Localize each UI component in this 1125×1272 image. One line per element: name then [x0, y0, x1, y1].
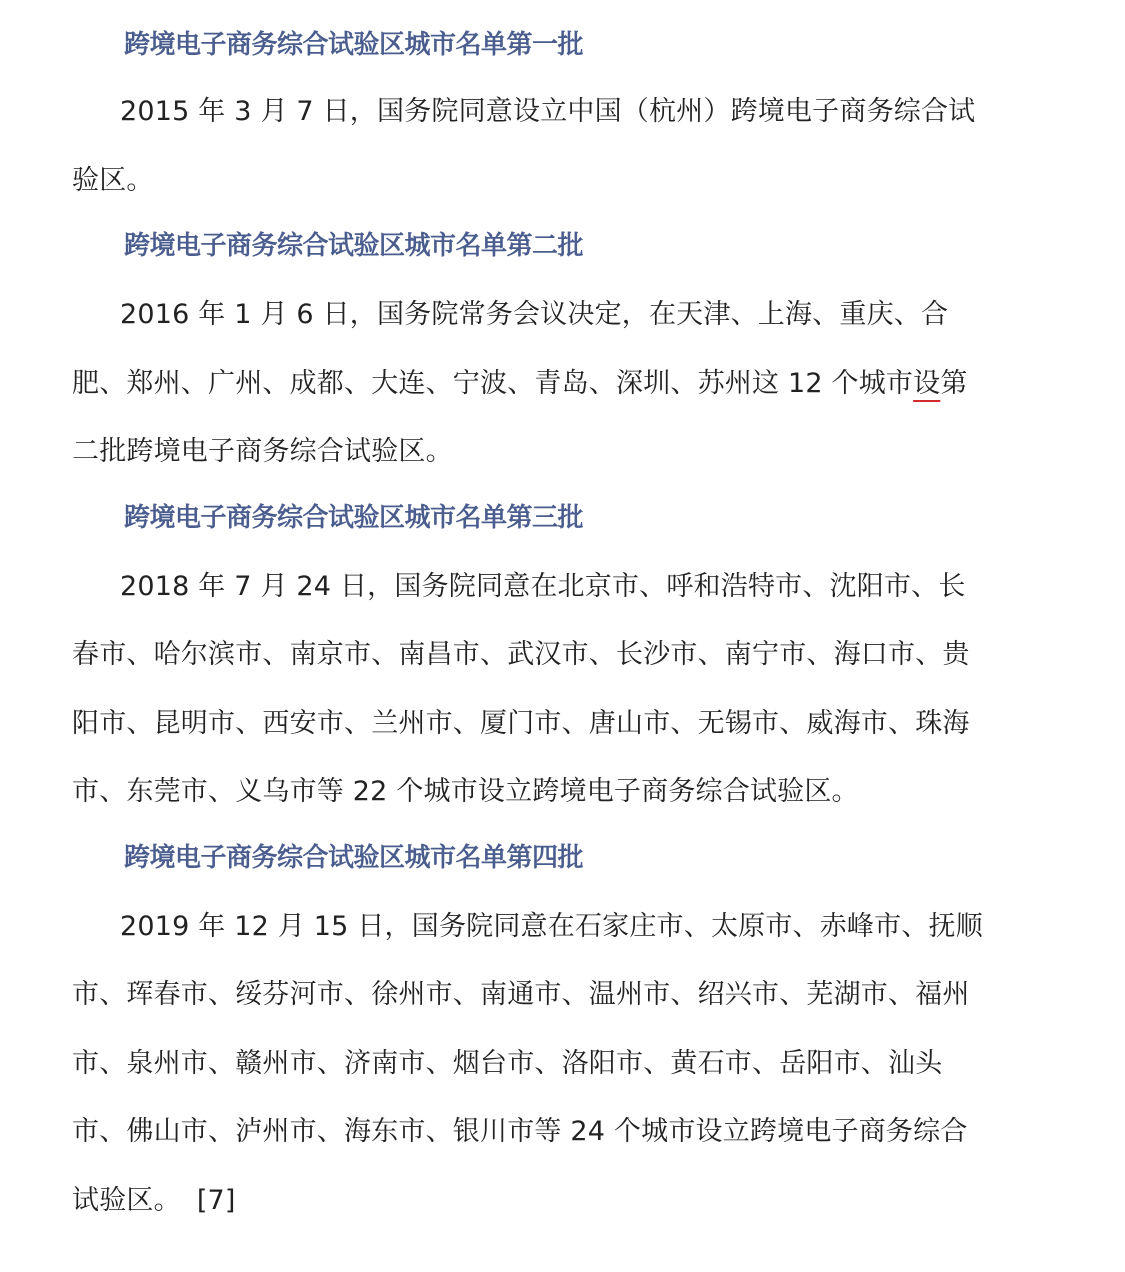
section-paragraph-batch-1: 2015 年 3 月 7 日，国务院同意设立中国（杭州）跨境电子商务综合试验区。: [72, 96, 976, 196]
section-paragraph-batch-2: [72, 281, 990, 487]
section-heading-batch-2: 跨境电子商务综合试验区城市名单第二批: [124, 231, 584, 261]
paragraph-text-segment: 2019 年 12 月 15 日，国务院同意在石家庄市、太原市、赤峰市、抚顺市、珲春市、绥芬河市、徐州市、南通市、温州市、绍兴市、芜湖市、福州市、泉州市、赣州市、济南市、烟台市、洛阳市、黄石市、岳阳市、汕头市、佛山市、泸州市、海东市、银川市等 24 个城市设立跨境电子商务综合试验区。: [72, 910, 983, 1216]
document-body: [72, 22, 990, 1235]
paragraph-text-segment: 第二批跨境电子商务综合试验区。: [72, 367, 968, 467]
section-heading-batch-4: 跨境电子商务综合试验区城市名单第四批: [124, 842, 584, 873]
section-heading-batch-1: 跨境电子商务综合试验区城市名单第一批: [124, 30, 584, 60]
spellcheck-marked-word[interactable]: 设: [913, 367, 941, 399]
section-heading-batch-3: 跨境电子商务综合试验区城市名单第三批: [124, 502, 584, 533]
section-paragraph-batch-4: [72, 893, 990, 1236]
paragraph-text-segment: 2016 年 1 月 6 日，国务院常务会议决定，在天津、上海、重庆、合肥、郑州、广州、成都、大连、宁波、青岛、深圳、苏州这 12 个城市: [72, 299, 949, 399]
citation-link[interactable]: [7]: [196, 1184, 236, 1216]
section-paragraph-batch-3: 2018 年 7 月 24 日，国务院同意在北京市、呼和浩特市、沈阳市、长春市、哈尔滨市、南京市、南昌市、武汉市、长沙市、南宁市、海口市、贵阳市、昆明市、西安市、兰州市、厦门市、唐山市、无锡市、威海市、珠海市、东莞市、义乌市等 22 个城市设立跨境电子商务综合试验区。: [72, 570, 970, 807]
